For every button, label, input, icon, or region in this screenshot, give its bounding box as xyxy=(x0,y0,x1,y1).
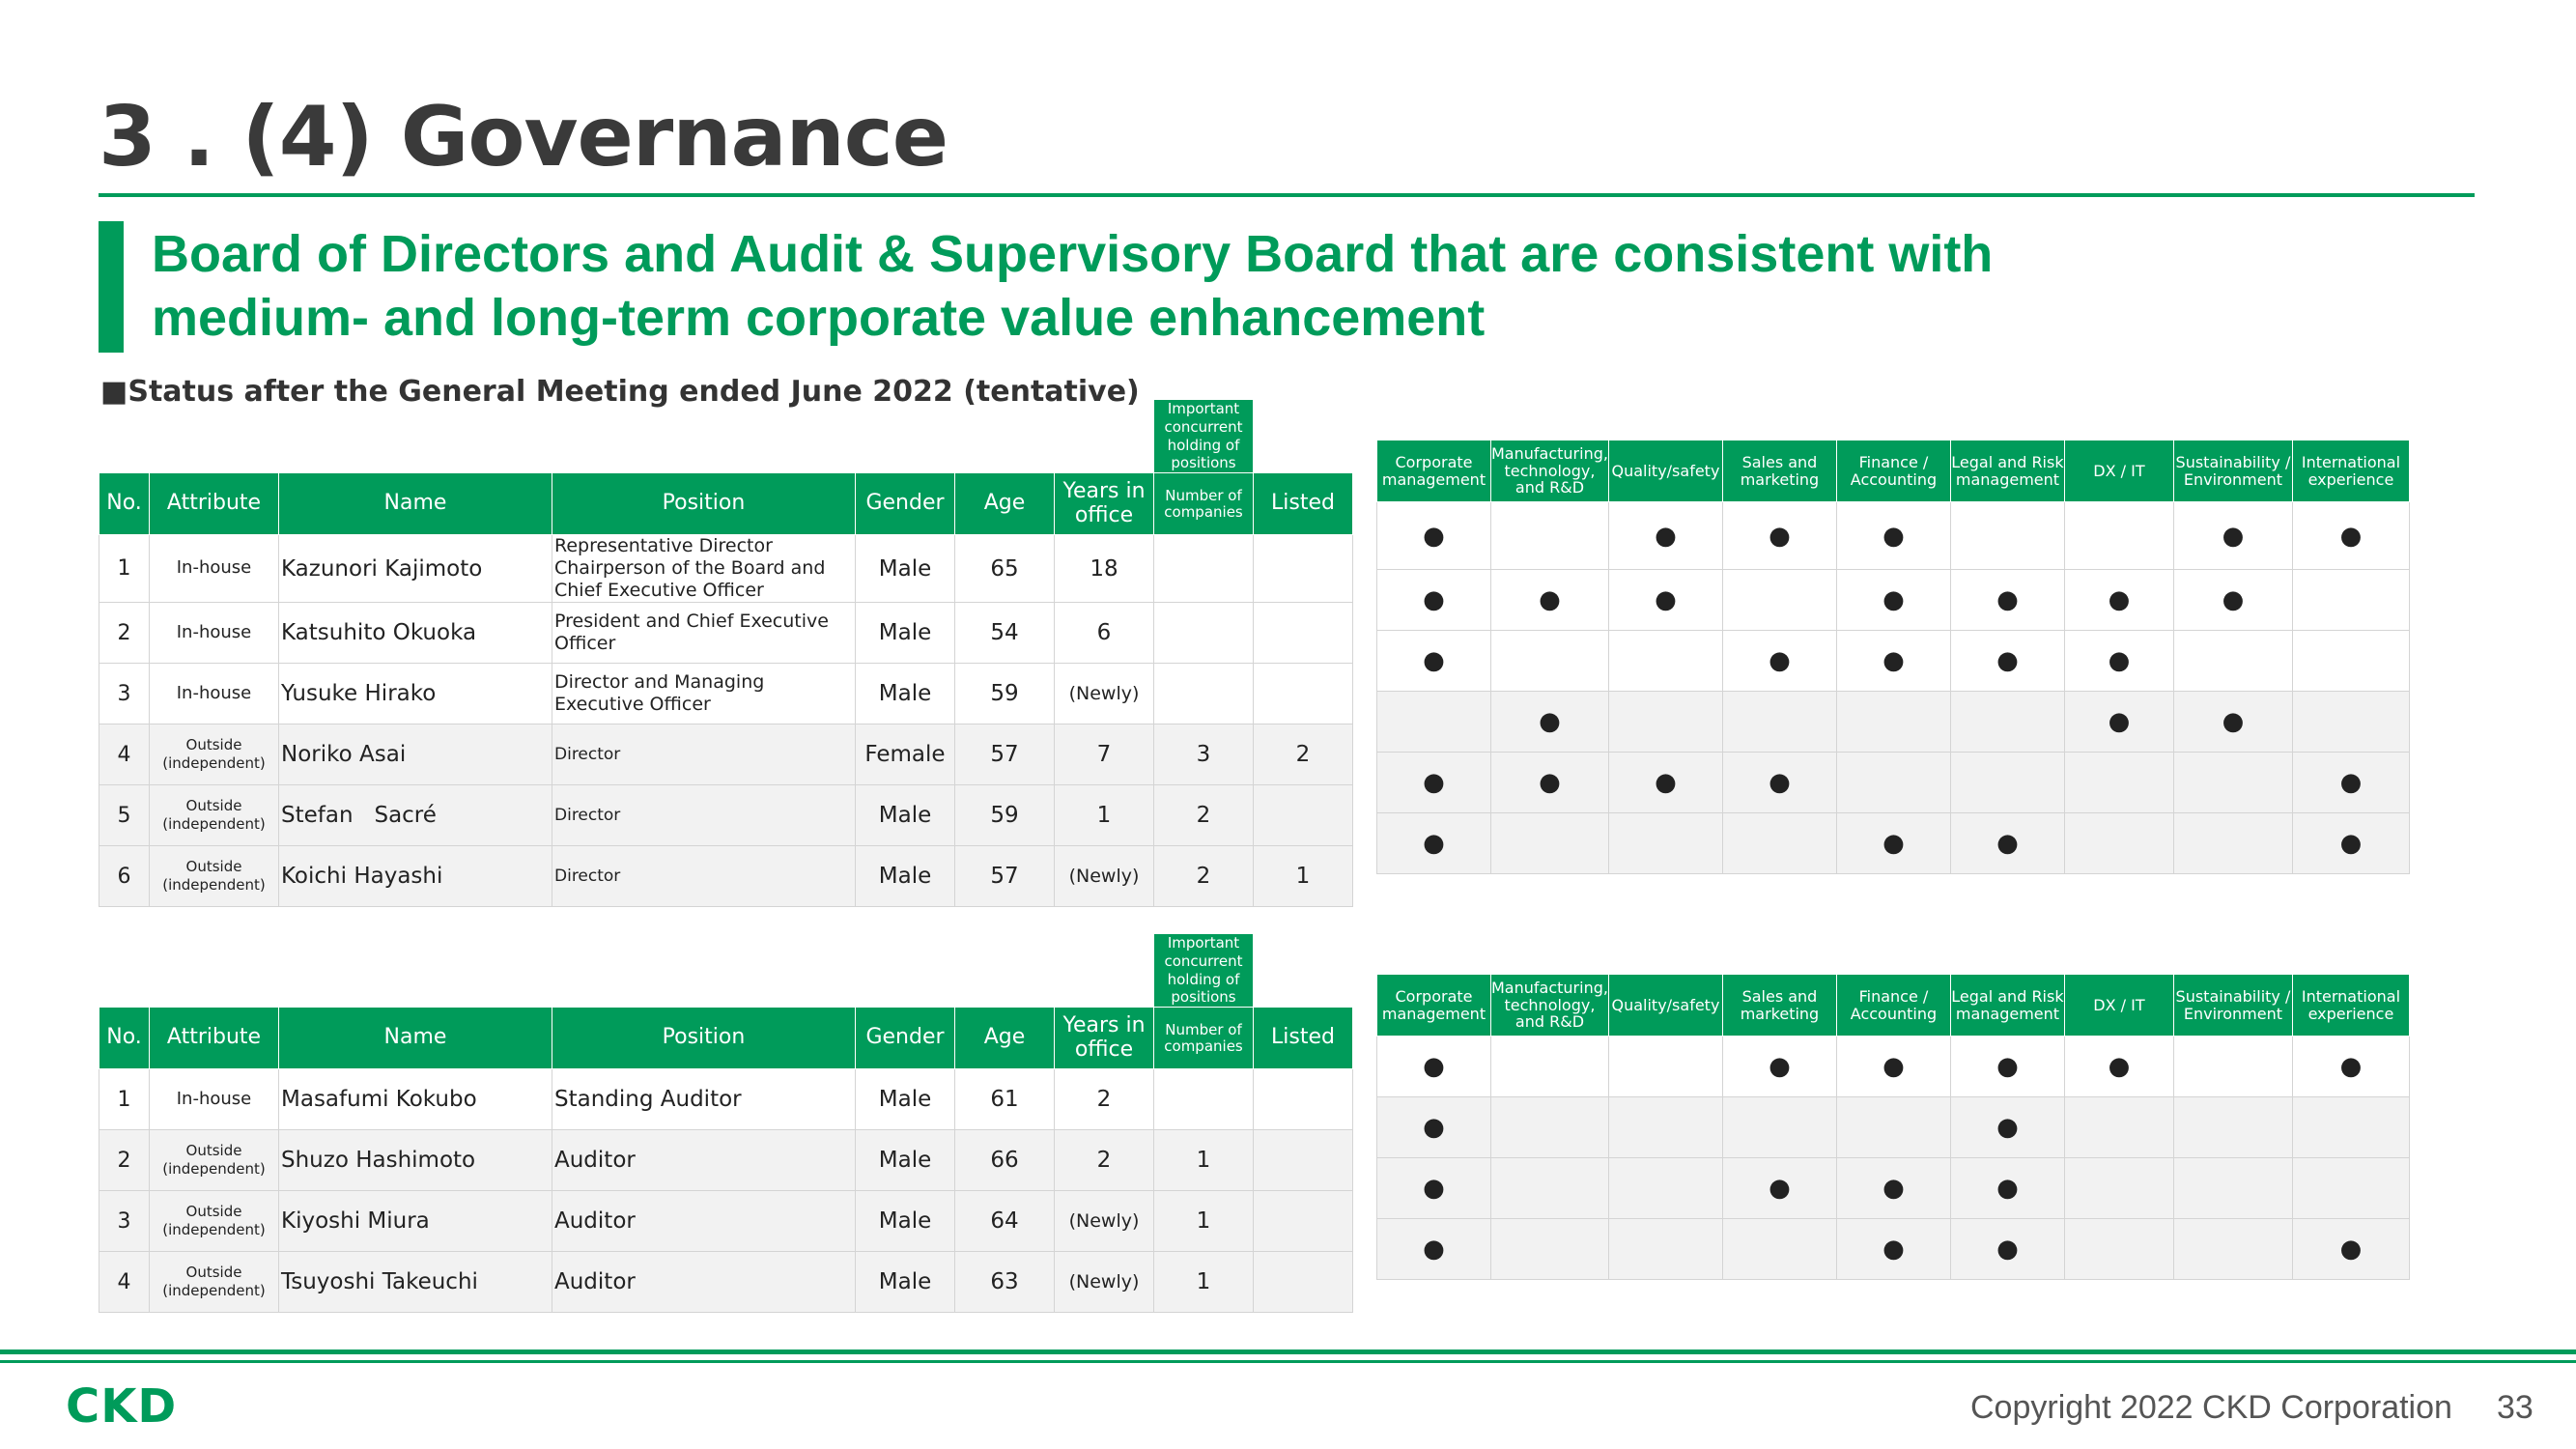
cell-companies xyxy=(1154,603,1254,664)
table-row xyxy=(99,664,1353,724)
table-row xyxy=(99,785,1353,846)
cell-no: 4 xyxy=(99,1252,150,1313)
status-note: ■Status after the General Meeting ended June 2022 (tentative) xyxy=(100,375,1140,409)
skill-cell xyxy=(1836,753,1950,813)
skill-cell: ● xyxy=(1377,631,1491,692)
table-row xyxy=(99,1130,1353,1191)
ckd-logo: CKD xyxy=(66,1379,178,1434)
cell-no: 6 xyxy=(99,846,150,907)
skill-cell: ● xyxy=(1722,1037,1836,1097)
skill-header: Manufacturing, technology, and R&D xyxy=(1491,440,1609,502)
skill-cell xyxy=(1491,1158,1609,1219)
cell-listed xyxy=(1254,1069,1353,1130)
cell-gender: Male xyxy=(856,1191,955,1252)
directors-body xyxy=(99,535,1353,907)
skill-cell: ● xyxy=(2173,502,2292,570)
skill-cell: ● xyxy=(1608,753,1722,813)
skill-cell: ● xyxy=(1377,1097,1491,1158)
skill-cell: ● xyxy=(1836,502,1950,570)
table-header-row xyxy=(99,1008,1353,1069)
skill-cell: ● xyxy=(2292,502,2409,570)
skill-header: Corporate management xyxy=(1377,975,1491,1037)
cell-listed xyxy=(1254,664,1353,724)
skill-cell: ● xyxy=(1377,1219,1491,1280)
header-years: Years in office xyxy=(1055,473,1154,535)
skill-cell: ● xyxy=(2064,1037,2173,1097)
skill-cell xyxy=(1491,502,1609,570)
skill-cell: ● xyxy=(1836,1037,1950,1097)
table-row xyxy=(99,1191,1353,1252)
skill-header: Legal and Risk management xyxy=(1950,440,2064,502)
cell-listed xyxy=(1254,1252,1353,1313)
skill-cell: ● xyxy=(2292,1037,2409,1097)
directors-skills-table xyxy=(1376,440,2410,874)
cell-age: 59 xyxy=(955,785,1055,846)
table-row xyxy=(99,846,1353,907)
header-no: No. xyxy=(99,1008,150,1069)
skill-cell xyxy=(1608,692,1722,753)
subtitle xyxy=(152,222,1993,350)
skill-cell: ● xyxy=(1491,692,1609,753)
skills-row xyxy=(1377,502,2410,570)
cell-years: 6 xyxy=(1055,603,1154,664)
header-number-of-companies: Number of companies xyxy=(1154,473,1254,535)
cell-position: Director xyxy=(552,846,856,907)
cell-companies: 1 xyxy=(1154,1252,1254,1313)
table-row xyxy=(99,535,1353,603)
cell-name: Masafumi Kokubo xyxy=(279,1069,552,1130)
cell-no: 2 xyxy=(99,1130,150,1191)
cell-name: Shuzo Hashimoto xyxy=(279,1130,552,1191)
skill-cell xyxy=(1491,631,1609,692)
skill-header: Quality/safety xyxy=(1608,975,1722,1037)
skill-cell xyxy=(1608,1097,1722,1158)
cell-position: President and Chief Executive Officer xyxy=(552,603,856,664)
skill-cell xyxy=(1722,692,1836,753)
skill-cell xyxy=(2173,753,2292,813)
skill-cell xyxy=(2173,813,2292,874)
copyright: Copyright 2022 CKD Corporation xyxy=(1970,1389,2452,1426)
cell-gender: Male xyxy=(856,664,955,724)
skill-cell: ● xyxy=(1836,631,1950,692)
cell-age: 57 xyxy=(955,724,1055,785)
skill-cell xyxy=(2173,1097,2292,1158)
auditors-skills-body xyxy=(1377,1037,2410,1280)
skill-cell xyxy=(1722,1219,1836,1280)
cell-companies: 3 xyxy=(1154,724,1254,785)
skill-cell: ● xyxy=(2173,692,2292,753)
footer-divider-thin xyxy=(0,1360,2576,1363)
table-row xyxy=(99,1252,1353,1313)
header-number-of-companies: Number of companies xyxy=(1154,1008,1254,1069)
skills-row xyxy=(1377,1219,2410,1280)
skill-cell xyxy=(1950,753,2064,813)
cell-no: 3 xyxy=(99,1191,150,1252)
cell-gender: Male xyxy=(856,603,955,664)
skill-cell xyxy=(1608,631,1722,692)
skill-cell xyxy=(2292,692,2409,753)
skill-header: Manufacturing, technology, and R&D xyxy=(1491,975,1609,1037)
skills-row xyxy=(1377,1037,2410,1097)
skill-cell: ● xyxy=(1836,813,1950,874)
cell-age: 65 xyxy=(955,535,1055,603)
concurrent-group-header: Important concurrent holding of positions xyxy=(1154,934,1254,1008)
cell-companies xyxy=(1154,535,1254,603)
cell-age: 63 xyxy=(955,1252,1055,1313)
cell-position: Representative Director Chairperson of the Board and Chief Executive Officer xyxy=(552,535,856,603)
cell-attribute: Outside (independent) xyxy=(150,846,279,907)
skill-cell xyxy=(1608,1219,1722,1280)
skills-header-row xyxy=(1377,975,2410,1037)
cell-companies: 1 xyxy=(1154,1130,1254,1191)
skill-cell: ● xyxy=(1722,502,1836,570)
skill-cell: ● xyxy=(1722,1158,1836,1219)
skill-cell: ● xyxy=(1950,1037,2064,1097)
cell-age: 61 xyxy=(955,1069,1055,1130)
cell-years: 18 xyxy=(1055,535,1154,603)
cell-age: 66 xyxy=(955,1130,1055,1191)
skills-header-row xyxy=(1377,440,2410,502)
cell-no: 1 xyxy=(99,1069,150,1130)
title-divider xyxy=(99,193,2475,197)
skill-cell: ● xyxy=(1836,1219,1950,1280)
cell-listed xyxy=(1254,1191,1353,1252)
skill-cell xyxy=(1491,1037,1609,1097)
cell-listed xyxy=(1254,535,1353,603)
header-age: Age xyxy=(955,473,1055,535)
auditors-skills-table xyxy=(1376,974,2410,1280)
cell-age: 54 xyxy=(955,603,1055,664)
cell-gender: Female xyxy=(856,724,955,785)
skills-row xyxy=(1377,1097,2410,1158)
cell-attribute: In-house xyxy=(150,535,279,603)
auditors-body xyxy=(99,1069,1353,1313)
skill-cell: ● xyxy=(1836,1158,1950,1219)
skill-cell xyxy=(1950,692,2064,753)
cell-no: 4 xyxy=(99,724,150,785)
skills-row xyxy=(1377,692,2410,753)
table-header-row xyxy=(99,473,1353,535)
table-row xyxy=(99,1069,1353,1130)
skill-cell: ● xyxy=(2292,813,2409,874)
cell-listed: 1 xyxy=(1254,846,1353,907)
cell-name: Yusuke Hirako xyxy=(279,664,552,724)
skill-header: Legal and Risk management xyxy=(1950,975,2064,1037)
directors-skills-body xyxy=(1377,502,2410,874)
cell-attribute: Outside (independent) xyxy=(150,1130,279,1191)
cell-attribute: In-house xyxy=(150,1069,279,1130)
subtitle-accent-bar xyxy=(99,221,124,353)
cell-age: 59 xyxy=(955,664,1055,724)
header-position: Position xyxy=(552,473,856,535)
skill-cell xyxy=(1608,1158,1722,1219)
skill-cell: ● xyxy=(1950,1097,2064,1158)
skill-cell: ● xyxy=(2064,631,2173,692)
header-position: Position xyxy=(552,1008,856,1069)
header-listed: Listed xyxy=(1254,1008,1353,1069)
skill-cell: ● xyxy=(1950,813,2064,874)
cell-companies xyxy=(1154,664,1254,724)
skill-cell: ● xyxy=(1377,753,1491,813)
cell-listed: 2 xyxy=(1254,724,1353,785)
cell-companies: 2 xyxy=(1154,785,1254,846)
cell-years: 1 xyxy=(1055,785,1154,846)
header-attribute: Attribute xyxy=(150,1008,279,1069)
skill-cell: ● xyxy=(1377,570,1491,631)
cell-years: (Newly) xyxy=(1055,1252,1154,1313)
skill-cell xyxy=(1491,1097,1609,1158)
skill-header: Finance / Accounting xyxy=(1836,440,1950,502)
skill-cell xyxy=(1950,502,2064,570)
header-name: Name xyxy=(279,473,552,535)
cell-position: Auditor xyxy=(552,1191,856,1252)
header-name: Name xyxy=(279,1008,552,1069)
skill-cell xyxy=(2173,1158,2292,1219)
cell-age: 57 xyxy=(955,846,1055,907)
skill-cell xyxy=(2064,1097,2173,1158)
skill-cell xyxy=(1722,570,1836,631)
skill-header: Sales and marketing xyxy=(1722,440,1836,502)
header-attribute: Attribute xyxy=(150,473,279,535)
skill-cell: ● xyxy=(2064,692,2173,753)
header-listed: Listed xyxy=(1254,473,1353,535)
skill-header: Quality/safety xyxy=(1608,440,1722,502)
skill-cell: ● xyxy=(1950,631,2064,692)
cell-listed xyxy=(1254,785,1353,846)
header-gender: Gender xyxy=(856,473,955,535)
skill-cell: ● xyxy=(1377,1158,1491,1219)
header-years: Years in office xyxy=(1055,1008,1154,1069)
skill-header: International experience xyxy=(2292,975,2409,1037)
skill-header: DX / IT xyxy=(2064,975,2173,1037)
table-row xyxy=(99,724,1353,785)
skill-cell: ● xyxy=(1491,753,1609,813)
skill-cell: ● xyxy=(2064,570,2173,631)
skill-cell xyxy=(2292,570,2409,631)
cell-years: 2 xyxy=(1055,1130,1154,1191)
cell-gender: Male xyxy=(856,1130,955,1191)
cell-gender: Male xyxy=(856,535,955,603)
cell-attribute: In-house xyxy=(150,603,279,664)
skills-row xyxy=(1377,753,2410,813)
skill-cell: ● xyxy=(1722,753,1836,813)
cell-position: Director xyxy=(552,724,856,785)
subtitle-line-1: Board of Directors and Audit & Supervisory Board that are consistent with xyxy=(152,225,1994,283)
skills-row xyxy=(1377,631,2410,692)
cell-name: Kiyoshi Miura xyxy=(279,1191,552,1252)
skill-cell xyxy=(2064,813,2173,874)
cell-years: (Newly) xyxy=(1055,846,1154,907)
cell-attribute: Outside (independent) xyxy=(150,1191,279,1252)
cell-name: Koichi Hayashi xyxy=(279,846,552,907)
skill-cell xyxy=(1608,1037,1722,1097)
cell-years: 2 xyxy=(1055,1069,1154,1130)
skill-cell xyxy=(2292,1097,2409,1158)
skill-cell xyxy=(2292,631,2409,692)
cell-listed xyxy=(1254,1130,1353,1191)
skill-cell: ● xyxy=(2292,1219,2409,1280)
cell-no: 1 xyxy=(99,535,150,603)
skill-cell xyxy=(1608,813,1722,874)
skill-cell: ● xyxy=(1950,570,2064,631)
page-title: 3 . (4) Governance xyxy=(99,89,948,185)
header-gender: Gender xyxy=(856,1008,955,1069)
skill-header: Corporate management xyxy=(1377,440,1491,502)
skill-cell xyxy=(2064,1219,2173,1280)
skill-cell: ● xyxy=(1377,1037,1491,1097)
skill-cell: ● xyxy=(1950,1158,2064,1219)
skill-header: Sustainability / Environment xyxy=(2173,975,2292,1037)
skill-cell: ● xyxy=(1608,570,1722,631)
skill-cell xyxy=(2173,1037,2292,1097)
footer-divider xyxy=(0,1350,2576,1354)
skill-cell: ● xyxy=(1377,502,1491,570)
skill-cell xyxy=(1836,692,1950,753)
cell-position: Director and Managing Executive Officer xyxy=(552,664,856,724)
subtitle-line-2: medium- and long-term corporate value enhancement xyxy=(152,289,1486,347)
skill-header: DX / IT xyxy=(2064,440,2173,502)
cell-name: Katsuhito Okuoka xyxy=(279,603,552,664)
cell-no: 5 xyxy=(99,785,150,846)
cell-attribute: Outside (independent) xyxy=(150,785,279,846)
skill-cell xyxy=(1722,1097,1836,1158)
skill-cell xyxy=(1722,813,1836,874)
cell-position: Auditor xyxy=(552,1252,856,1313)
cell-position: Director xyxy=(552,785,856,846)
skill-cell xyxy=(2064,502,2173,570)
skill-cell: ● xyxy=(1722,631,1836,692)
cell-gender: Male xyxy=(856,1252,955,1313)
cell-attribute: Outside (independent) xyxy=(150,724,279,785)
cell-name: Stefan Sacré xyxy=(279,785,552,846)
skill-cell xyxy=(1836,1097,1950,1158)
skill-header: Finance / Accounting xyxy=(1836,975,1950,1037)
skill-header: Sales and marketing xyxy=(1722,975,1836,1037)
cell-position: Auditor xyxy=(552,1130,856,1191)
cell-companies xyxy=(1154,1069,1254,1130)
table-row xyxy=(99,603,1353,664)
skill-cell xyxy=(1377,692,1491,753)
skill-cell: ● xyxy=(1608,502,1722,570)
skill-header: Sustainability / Environment xyxy=(2173,440,2292,502)
cell-years: (Newly) xyxy=(1055,664,1154,724)
cell-name: Noriko Asai xyxy=(279,724,552,785)
skill-cell xyxy=(2173,1219,2292,1280)
skill-cell xyxy=(2064,753,2173,813)
header-no: No. xyxy=(99,473,150,535)
skill-cell xyxy=(2173,631,2292,692)
skills-row xyxy=(1377,813,2410,874)
cell-companies: 2 xyxy=(1154,846,1254,907)
cell-listed xyxy=(1254,603,1353,664)
skill-cell: ● xyxy=(1491,570,1609,631)
cell-years: (Newly) xyxy=(1055,1191,1154,1252)
header-age: Age xyxy=(955,1008,1055,1069)
cell-no: 3 xyxy=(99,664,150,724)
cell-years: 7 xyxy=(1055,724,1154,785)
cell-gender: Male xyxy=(856,846,955,907)
cell-attribute: In-house xyxy=(150,664,279,724)
cell-attribute: Outside (independent) xyxy=(150,1252,279,1313)
skills-row xyxy=(1377,570,2410,631)
skill-cell xyxy=(1491,1219,1609,1280)
cell-companies: 1 xyxy=(1154,1191,1254,1252)
skill-cell: ● xyxy=(1377,813,1491,874)
skill-cell: ● xyxy=(1950,1219,2064,1280)
skill-cell xyxy=(2292,1158,2409,1219)
cell-gender: Male xyxy=(856,1069,955,1130)
directors-table xyxy=(99,399,1353,907)
cell-no: 2 xyxy=(99,603,150,664)
cell-name: Tsuyoshi Takeuchi xyxy=(279,1252,552,1313)
skill-cell: ● xyxy=(2292,753,2409,813)
skills-row xyxy=(1377,1158,2410,1219)
skill-cell: ● xyxy=(1836,570,1950,631)
cell-name: Kazunori Kajimoto xyxy=(279,535,552,603)
auditors-table xyxy=(99,933,1353,1313)
skill-header: International experience xyxy=(2292,440,2409,502)
cell-gender: Male xyxy=(856,785,955,846)
cell-age: 64 xyxy=(955,1191,1055,1252)
skill-cell xyxy=(2064,1158,2173,1219)
skill-cell xyxy=(1491,813,1609,874)
concurrent-group-header: Important concurrent holding of positions xyxy=(1154,400,1254,473)
cell-position: Standing Auditor xyxy=(552,1069,856,1130)
page-number: 33 xyxy=(2497,1389,2534,1426)
skill-cell: ● xyxy=(2173,570,2292,631)
